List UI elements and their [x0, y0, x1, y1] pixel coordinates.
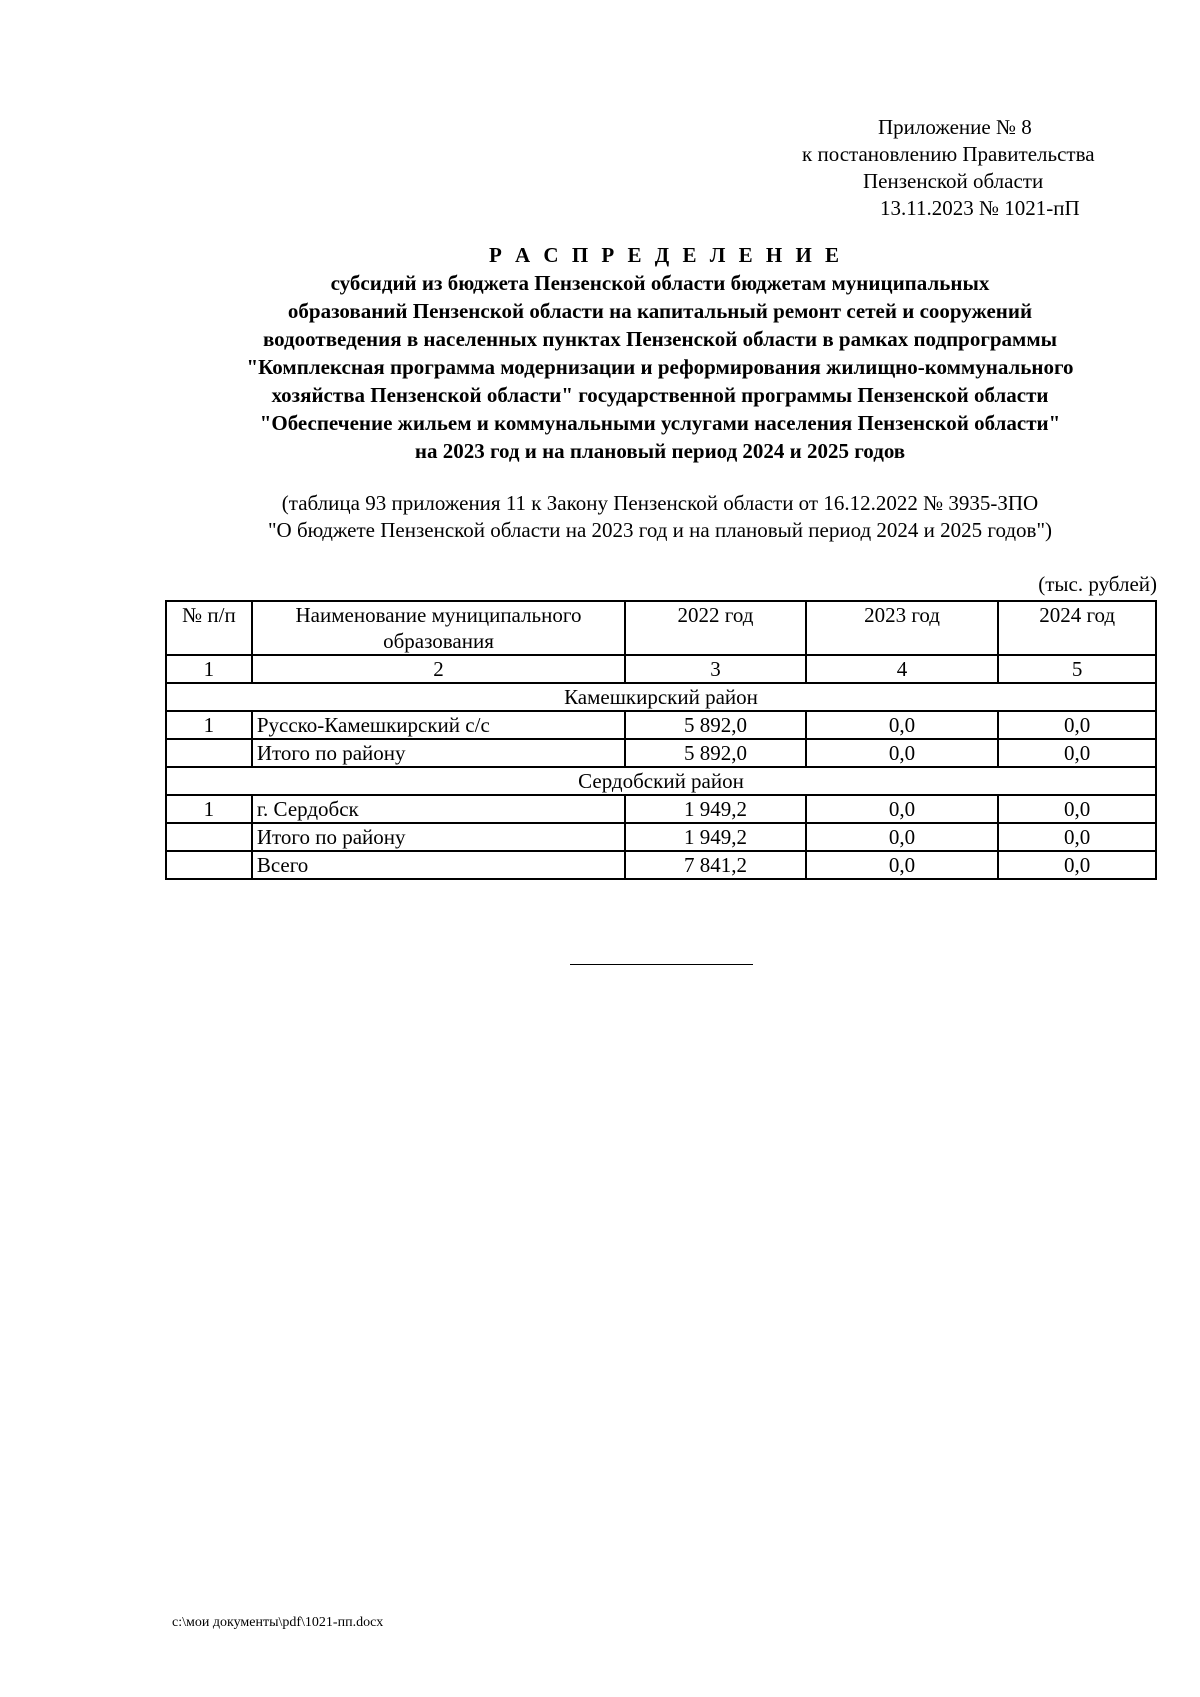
table-row — [166, 739, 1156, 767]
section-row — [166, 767, 1156, 795]
row-value-2024: 0,0 — [998, 823, 1156, 851]
law-reference: (таблица 93 приложения 11 к Закону Пензенской области от 16.12.2022 № 3935-ЗПО "О бюджете Пензенской области на 2023 год и на плановый период 2024 и 2025 годов") — [267, 491, 1053, 542]
section-name: Камешкирский район — [166, 683, 1156, 711]
appendix-date-number: 13.11.2023 № 1021-пП — [880, 196, 1080, 220]
row-name: Всего — [252, 851, 625, 879]
row-value-2024: 0,0 — [998, 851, 1156, 879]
end-divider — [570, 964, 753, 965]
row-name: Итого по району — [252, 739, 625, 767]
header-2024: 2024 год — [998, 601, 1156, 655]
section-name: Сердобский район — [166, 767, 1156, 795]
row-value-2022: 1 949,2 — [625, 823, 806, 851]
row-value-2022: 1 949,2 — [625, 795, 806, 823]
section-row — [166, 683, 1156, 711]
row-value-2023: 0,0 — [806, 795, 999, 823]
row-num — [166, 851, 252, 879]
row-value-2023: 0,0 — [806, 851, 999, 879]
row-value-2024: 0,0 — [998, 739, 1156, 767]
row-name: Итого по району — [252, 823, 625, 851]
row-value-2023: 0,0 — [806, 823, 999, 851]
table-header-row — [166, 601, 1156, 655]
table-row — [166, 795, 1156, 823]
row-num — [166, 823, 252, 851]
row-value-2022: 5 892,0 — [625, 739, 806, 767]
row-num — [166, 739, 252, 767]
column-number-row — [166, 655, 1156, 683]
appendix-resolution: к постановлению Правительства — [802, 142, 1095, 166]
col-number: 5 — [998, 655, 1156, 683]
appendix-number: Приложение № 8 — [878, 115, 1032, 139]
header-2023: 2023 год — [806, 601, 999, 655]
table-row — [166, 711, 1156, 739]
appendix-block — [780, 114, 1180, 222]
row-value-2023: 0,0 — [806, 711, 999, 739]
total-row — [166, 851, 1156, 879]
row-name: Русско-Камешкирский с/с — [252, 711, 625, 739]
row-value-2024: 0,0 — [998, 711, 1156, 739]
row-value-2022: 5 892,0 — [625, 711, 806, 739]
header-name: Наименование муниципального образования — [252, 601, 625, 655]
appendix-region: Пензенской области — [863, 169, 1044, 193]
row-value-2022: 7 841,2 — [625, 851, 806, 879]
distribution-table — [165, 600, 1157, 880]
row-value-2024: 0,0 — [998, 795, 1156, 823]
col-number: 1 — [166, 655, 252, 683]
header-2022: 2022 год — [625, 601, 806, 655]
header-num: № п/п — [166, 601, 252, 655]
row-num: 1 — [166, 711, 252, 739]
col-number: 3 — [625, 655, 806, 683]
col-number: 4 — [806, 655, 999, 683]
table-row — [166, 823, 1156, 851]
row-name: г. Сердобск — [252, 795, 625, 823]
row-value-2023: 0,0 — [806, 739, 999, 767]
document-subtitle: субсидий из бюджета Пензенской области бюджетам муниципальных образований Пензенской области на капитальный ремонт сетей и сооружений водоотведения в населенных пунктах Пензенской области в рамках подпрограммы "Комплексная программа модернизации и реформирования жилищно-коммунального хозяйства Пензенской области" государственной программы Пензенской области "Обеспечение жильем и коммунальными услугами населения Пензенской области" на 2023 год и на плановый период 2024 и 2025 годов — [246, 271, 1074, 463]
row-num: 1 — [166, 795, 252, 823]
file-path-footer: c:\мои документы\pdf\1021-пп.docx — [172, 1615, 384, 1630]
document-heading — [160, 241, 1160, 465]
units-label: (тыс. рублей) — [1038, 572, 1157, 596]
document-title: Р А С П Р Е Д Е Л Е Н И Е — [488, 243, 844, 267]
col-number: 2 — [252, 655, 625, 683]
